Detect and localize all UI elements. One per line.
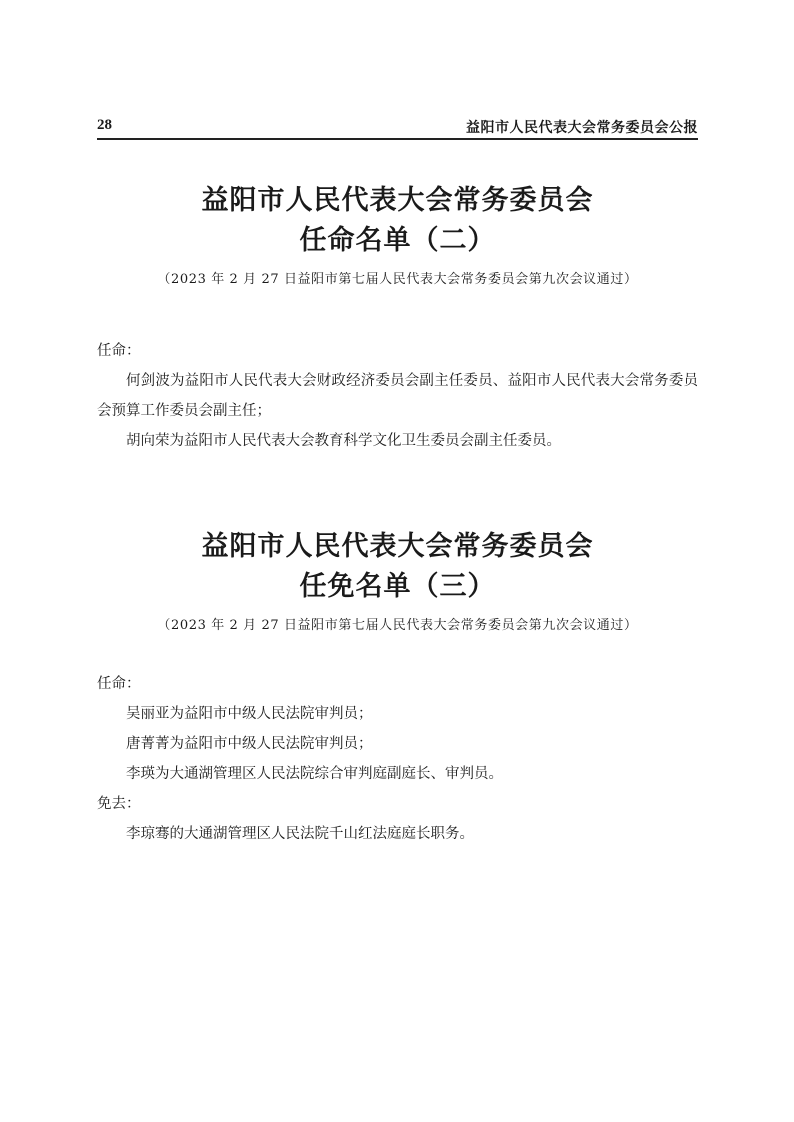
adoption-note: （2023 年 2 月 27 日益阳市第七届人民代表大会常务委员会第九次会议通过） <box>157 618 638 633</box>
section-subtitle: 任命名单（二） <box>299 225 496 256</box>
remove-label: 免去： <box>97 796 141 812</box>
section-title: 益阳市人民代表大会常务委员会 <box>201 531 594 562</box>
list-item: 李瑛为大通湖管理区人民法院综合审判庭副庭长、审判员。 <box>126 766 503 782</box>
running-head: 益阳市人民代表大会常务委员会公报 <box>466 120 698 136</box>
list-item: 唐菁菁为益阳市中级人民法院审判员； <box>126 736 373 752</box>
page-header <box>97 116 698 140</box>
section-subtitle: 任免名单（三） <box>299 571 496 602</box>
appoint-block <box>97 669 698 849</box>
list-item: 何剑波为益阳市人民代表大会财政经济委员会副主任委员、益阳市人民代表大会常务委员会预算工作委员会副主任； <box>97 373 698 419</box>
page-number: 28 <box>97 117 112 133</box>
adoption-note: （2023 年 2 月 27 日益阳市第七届人民代表大会常务委员会第九次会议通过） <box>157 272 638 287</box>
list-item: 吴丽亚为益阳市中级人民法院审判员； <box>126 706 373 722</box>
list-item: 胡向荣为益阳市人民代表大会教育科学文化卫生委员会副主任委员。 <box>126 433 561 449</box>
section-title: 益阳市人民代表大会常务委员会 <box>201 185 594 216</box>
appoint-block <box>97 336 698 456</box>
appoint-label: 任命： <box>97 343 141 359</box>
list-item: 李琼骞的大通湖管理区人民法院千山红法庭庭长职务。 <box>126 826 474 842</box>
appoint-label: 任命： <box>97 676 141 692</box>
appointment-list-section-2 <box>97 181 698 456</box>
appointment-removal-list-section-3 <box>97 527 698 849</box>
